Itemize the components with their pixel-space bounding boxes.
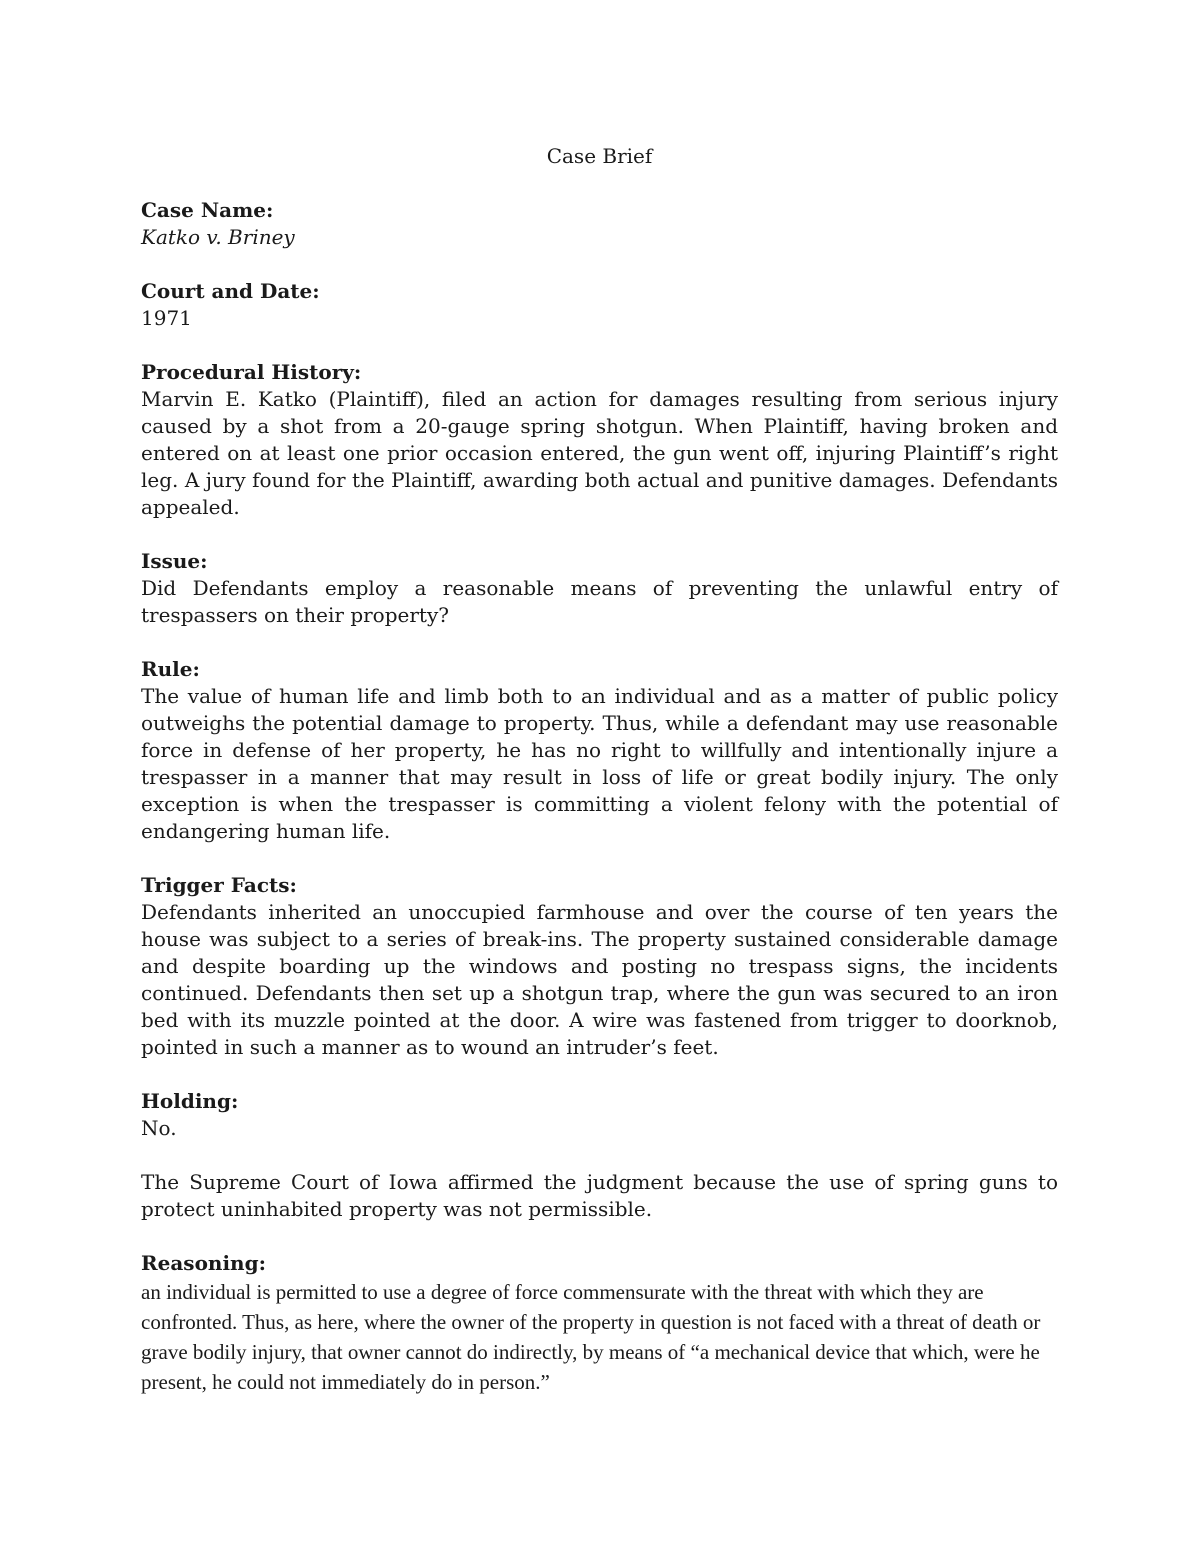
issue-heading: Issue:: [141, 549, 208, 573]
reasoning-section: [141, 1250, 1058, 1397]
trigger-facts-heading: Trigger Facts:: [141, 873, 297, 897]
rule-heading: Rule:: [141, 657, 200, 681]
rule-text: The value of human life and limb both to an individual and as a matter of public policy outweighs the potential damage to property. Thus, while a defendant may use reasonable force in defense of her property, he has no right to willfully and intentionally injure a trespasser in a manner that may result in loss of life or great bodily injury. The only exception is when the trespasser is committing a violent felony with the potential of endangering human life.: [141, 684, 1058, 843]
procedural-history-text: Marvin E. Katko (Plaintiff), filed an action for damages resulting from serious injury caused by a shot from a 20-gauge spring shotgun. When Plaintiff, having broken and entered on at least one prior occasion entered, the gun went off, injuring Plaintiff’s right leg. A jury found for the Plaintiff, awarding both actual and punitive damages. Defendants appealed.: [141, 387, 1058, 519]
case-name-section: [141, 197, 1058, 251]
holding-heading: Holding:: [141, 1089, 239, 1113]
procedural-history-heading: Procedural History:: [141, 360, 362, 384]
court-date-heading: Court and Date:: [141, 279, 320, 303]
case-name-heading: Case Name:: [141, 198, 274, 222]
holding-section: [141, 1088, 1058, 1223]
case-name-value: Katko v. Briney: [141, 225, 295, 249]
reasoning-text: an individual is permitted to use a degree of force commensurate with the threat with which they are confronted. Thus, as here, where the owner of the property in question is not faced with a threat of death or grave bodily injury, that owner cannot do indirectly, by means of “a mechanical device that which, were he present, he could not immediately do in person.”: [141, 1280, 1041, 1394]
court-date-value: 1971: [141, 306, 192, 330]
procedural-history-section: [141, 359, 1058, 521]
court-date-section: [141, 278, 1058, 332]
trigger-facts-text: Defendants inherited an unoccupied farmhouse and over the course of ten years the house was subject to a series of break-ins. The property sustained considerable damage and despite boarding up the windows and posting no trespass signs, the incidents continued. Defendants then set up a shotgun trap, where the gun was secured to an iron bed with its muzzle pointed at the door. A wire was fastened from trigger to doorknob, pointed in such a manner as to wound an intruder’s feet.: [141, 900, 1058, 1059]
document-title: Case Brief: [546, 144, 653, 168]
issue-text: Did Defendants employ a reasonable means of preventing the unlawful entry of trespassers on their property?: [141, 576, 1058, 627]
document-page: [141, 143, 1058, 1424]
holding-short-answer: No.: [141, 1116, 177, 1140]
reasoning-heading: Reasoning:: [141, 1251, 266, 1275]
rule-section: [141, 656, 1058, 845]
trigger-facts-section: [141, 872, 1058, 1061]
issue-section: [141, 548, 1058, 629]
holding-text: The Supreme Court of Iowa affirmed the judgment because the use of spring guns to protect uninhabited property was not permissible.: [141, 1170, 1058, 1221]
